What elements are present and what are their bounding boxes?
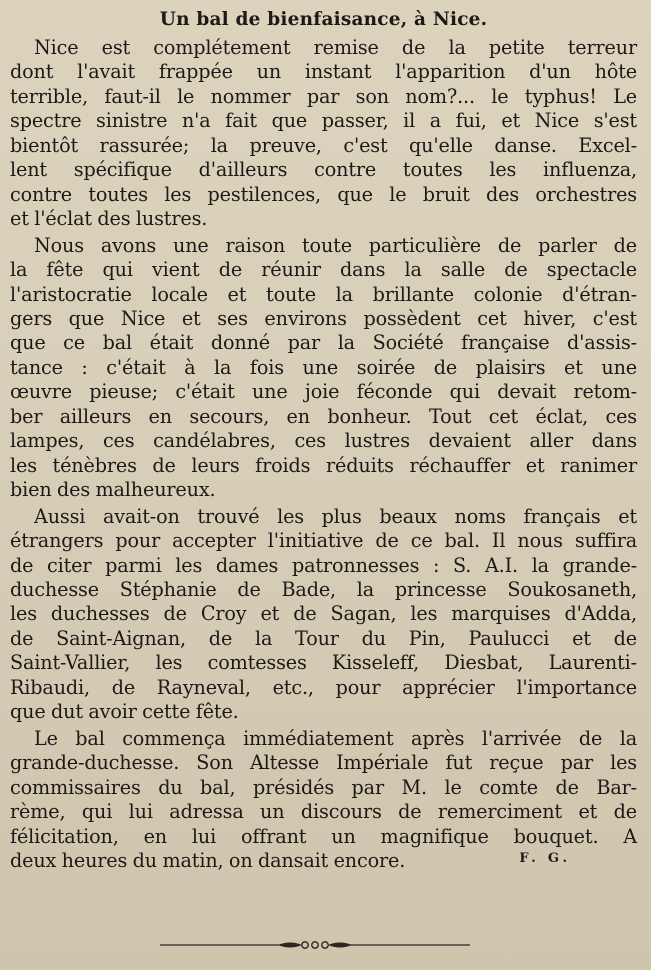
text-line: lampes, ces candélabres, ces lustres devaient aller dans (10, 429, 637, 453)
text-line: félicitation, en lui offrant un magnifique bouquet. A (10, 824, 637, 848)
paragraph-3 (10, 505, 637, 725)
paragraph-1 (10, 36, 637, 232)
text-line: les ténèbres de leurs froids réduits réchauffer et ranimer (10, 453, 637, 477)
text-line: Saint-Vallier, les comtesses Kisseleff, Diesbat, Laurenti- (10, 651, 637, 675)
text-line: rème, qui lui adressa un discours de remerciment et de (10, 800, 637, 824)
text-line: duchesse Stéphanie de Bade, la princesse Soukosaneth, (10, 577, 637, 601)
text-line: deux heures du matin, on dansait encore. (10, 848, 406, 872)
text-line: commissaires du bal, présidés par M. le comte de Bar- (10, 775, 637, 799)
paragraph-2 (10, 234, 637, 503)
text-line: contre toutes les pestilences, que le bruit des orchestres (10, 182, 637, 206)
text-line: spectre sinistre n'a fait que passer, il a fui, et Nice s'est (10, 109, 637, 133)
article-title: Un bal de bienfaisance, à Nice. (159, 9, 488, 30)
text-line: dont l'avait frappée un instant l'apparition d'un hôte (10, 60, 637, 84)
text-line: Ribaudi, de Rayneval, etc., pour apprécier l'importance (10, 675, 637, 699)
text-line: œuvre pieuse; c'était une joie féconde qui devait retom- (10, 380, 637, 404)
text-line: de citer parmi les dames patronnesses : S. A.I. la grande- (10, 553, 637, 577)
text-line: Nice est complétement remise de la petite terreur (34, 36, 637, 59)
article-body (10, 36, 637, 873)
text-line: tance : c'était à la fois une soirée de plaisirs et une (10, 355, 637, 379)
text-line: les duchesses de Croy et de Sagan, les marquises d'Adda, (10, 602, 637, 626)
text-line: Nous avons une raison toute particulière de parler de (34, 233, 637, 257)
text-line: la fête qui vient de réunir dans la salle de spectacle (10, 258, 637, 282)
text-line: Aussi avait-on trouvé les plus beaux noms français et (34, 504, 637, 528)
text-line: bien des malheureux. (10, 478, 216, 502)
text-line: Le bal commença immédiatement après l'arrivée de la (34, 726, 637, 750)
text-line: de Saint-Aignan, de la Tour du Pin, Paulucci et de (10, 626, 637, 650)
text-line: et l'éclat des lustres. (10, 207, 208, 231)
text-line: l'aristocratie locale et toute la brillante colonie d'étran- (10, 282, 637, 306)
author-signature: F. G. (519, 850, 571, 866)
paragraph-4 (10, 727, 637, 874)
text-line: terrible, faut-il le nommer par son nom?... le typhus! Le (10, 84, 637, 108)
signoff-row (10, 849, 637, 873)
text-line: bientôt rassurée; la preuve, c'est qu'elle danse. Excel- (10, 133, 637, 157)
text-line: grande-duchesse. Son Altesse Impériale fut reçue par les (10, 751, 637, 775)
end-ornament-divider (160, 938, 470, 952)
text-line: lent spécifique d'ailleurs contre toutes les influenza, (10, 158, 637, 182)
text-line: ber ailleurs en secours, en bonheur. Tout cet éclat, ces (10, 404, 637, 428)
text-line: gers que Nice et ses environs possèdent cet hiver, c'est (10, 306, 637, 330)
text-line: que ce bal était donné par la Société française d'assis- (10, 331, 637, 355)
text-line: étrangers pour accepter l'initiative de ce bal. Il nous suffira (10, 529, 637, 553)
text-line: que dut avoir cette fête. (10, 700, 239, 724)
